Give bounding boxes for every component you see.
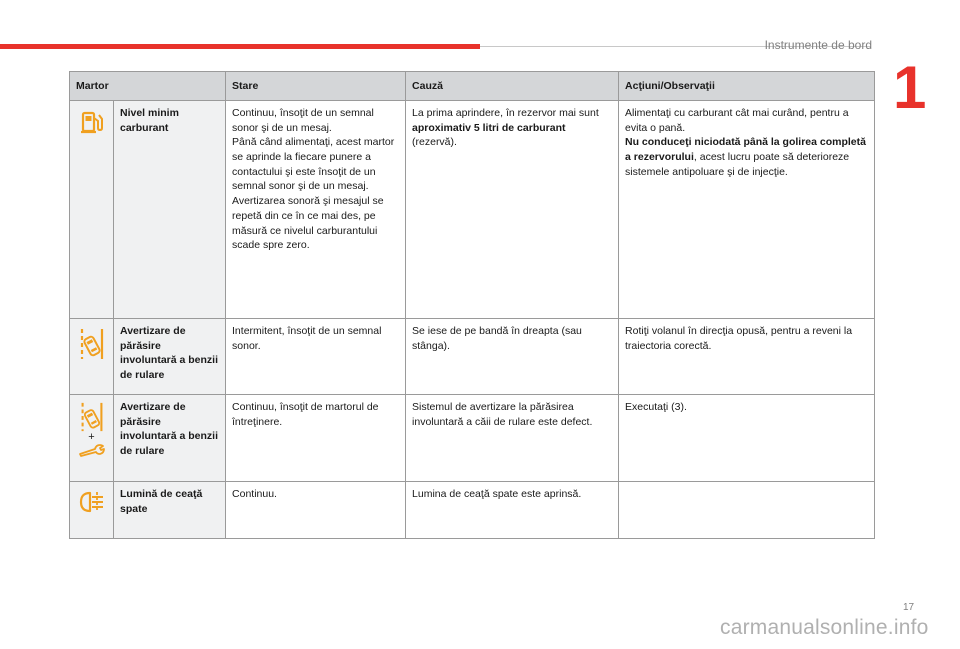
indicator-name: Avertizare de părăsire involuntară a benzii de rulare xyxy=(114,395,226,482)
cause-cell: Lumina de ceaţă spate este aprinsă. xyxy=(406,482,619,539)
state-cell: Continuu, însoţit de martorul de întreţinere. xyxy=(226,395,406,482)
chapter-number: 1 xyxy=(893,54,927,121)
action-text-end: , acest lucru poate să deterioreze sistemele antipoluare şi de injecţie. xyxy=(625,151,850,178)
column-header-stare: Stare xyxy=(226,72,406,101)
state-line: Continuu, însoţit de un semnal sonor şi de un mesaj. xyxy=(232,107,374,134)
action-cell xyxy=(619,101,875,319)
fuel-pump-icon xyxy=(79,109,105,135)
action-cell: Rotiţi volanul în direcţia opusă, pentru a reveni la traiectoria corectă. xyxy=(619,319,875,395)
state-cell: Intermitent, însoţit de un semnal sonor. xyxy=(226,319,406,395)
wrench-icon xyxy=(78,443,106,457)
table-row xyxy=(70,482,875,539)
indicator-name: Nivel minim carburant xyxy=(114,101,226,319)
lane-departure-icon xyxy=(78,401,106,433)
action-cell xyxy=(619,482,875,539)
action-line: Alimentaţi cu carburant cât mai curând, pentru a evita o pană. xyxy=(625,107,849,134)
action-bold-text: Nu conduceţi niciodată până la golirea completă a rezervorului xyxy=(625,136,866,164)
state-line: Avertizarea sonoră şi mesajul se repetă din ce în ce mai des, pe măsură ce nivelul carburantului scade spre zero. xyxy=(232,195,384,252)
action-line xyxy=(625,135,868,179)
cause-bold-text: aproximativ 5 litri de carburant xyxy=(412,121,566,134)
table-row xyxy=(70,101,875,319)
plus-sign: + xyxy=(88,431,95,443)
column-header-martor: Martor xyxy=(70,72,226,101)
rear-fog-light-icon xyxy=(78,490,106,514)
lane-departure-icon xyxy=(78,327,106,361)
state-cell xyxy=(226,101,406,319)
table-row xyxy=(70,395,875,482)
table-row xyxy=(70,319,875,395)
cause-cell xyxy=(406,101,619,319)
indicator-name: Lumină de ceaţă spate xyxy=(114,482,226,539)
column-header-actiuni: Acţiuni/Observaţii xyxy=(619,72,875,101)
indicator-table xyxy=(69,71,875,539)
cause-cell: Sistemul de avertizare la părăsirea involuntară a căii de rulare este defect. xyxy=(406,395,619,482)
indicator-icon-cell xyxy=(70,101,114,319)
cause-cell: Se iese de pe bandă în dreapta (sau stânga). xyxy=(406,319,619,395)
cause-text: La prima aprindere, în rezervor mai sunt xyxy=(412,107,599,119)
page-number: 17 xyxy=(903,602,915,613)
indicator-icon-cell xyxy=(70,482,114,539)
cause-text-end: (rezervă). xyxy=(412,136,457,149)
watermark: carmanualsonline.info xyxy=(720,616,929,639)
indicator-icon-cell xyxy=(70,319,114,395)
section-title: Instrumente de bord xyxy=(764,38,872,52)
indicator-icon-cell xyxy=(70,395,114,482)
column-header-cauza: Cauză xyxy=(406,72,619,101)
action-cell: Executaţi (3). xyxy=(619,395,875,482)
table-header-row xyxy=(70,72,875,101)
header-red-bar xyxy=(0,44,480,49)
indicator-name: Avertizare de părăsire involuntară a benzii de rulare xyxy=(114,319,226,395)
state-line: Până când alimentaţi, acest martor se aprinde la fiecare punere a contactului şi este însoţit de un semnal sonor şi de un mesaj. xyxy=(232,136,395,193)
state-cell: Continuu. xyxy=(226,482,406,539)
